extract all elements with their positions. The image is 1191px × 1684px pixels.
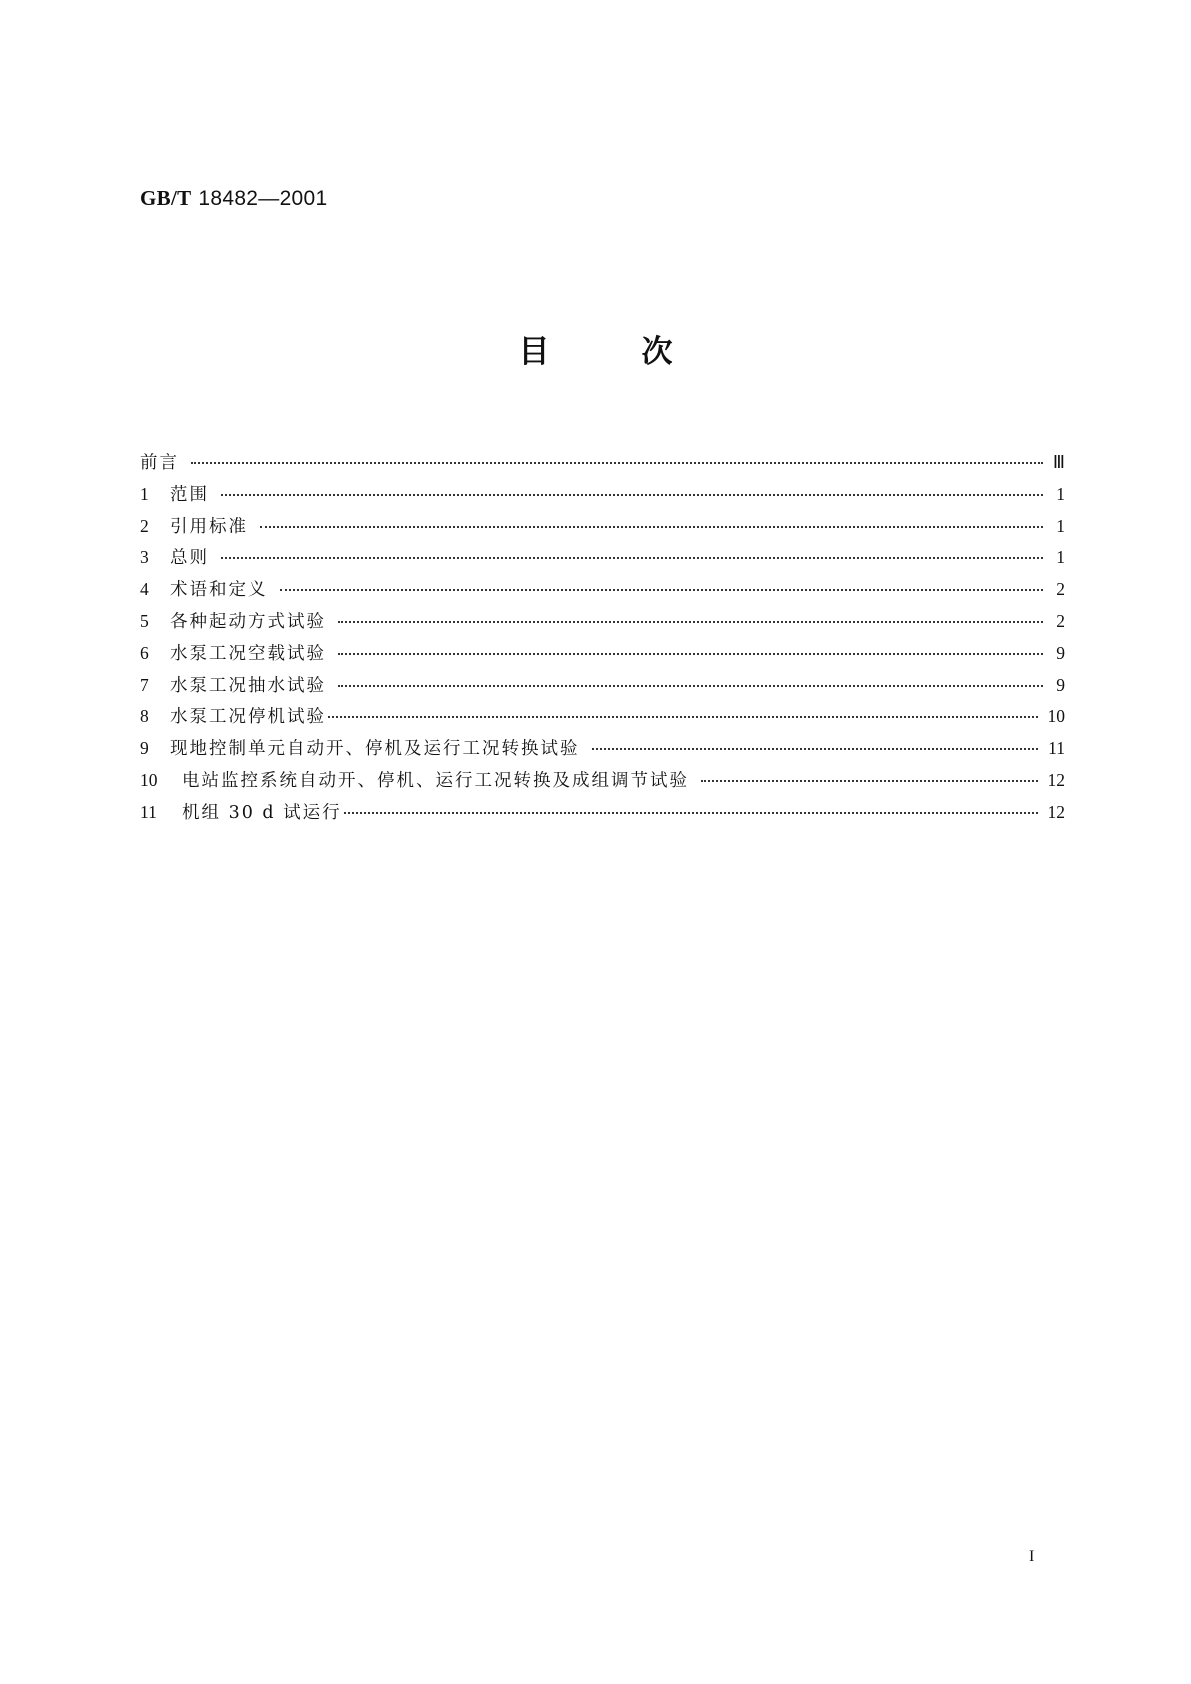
- toc-entry-page: 12: [1047, 801, 1065, 822]
- toc-entry-page: 2: [1056, 610, 1065, 631]
- toc-leader-dots: [221, 557, 1043, 559]
- toc-entry-label: 水泵工况抽水试验: [170, 675, 326, 696]
- toc-entry-6[interactable]: [140, 640, 1065, 672]
- toc-entry-label: 前言: [140, 453, 179, 473]
- toc-entry-5[interactable]: [140, 608, 1065, 640]
- toc-leader-dots: [328, 716, 1038, 718]
- toc-heading-left: 目: [518, 334, 550, 370]
- toc-entry-page: 12: [1047, 769, 1065, 790]
- toc-leader-dots: [344, 812, 1038, 814]
- toc-leader-dots: [701, 780, 1038, 782]
- toc-entry-2[interactable]: [140, 513, 1065, 545]
- toc-heading-right: 次: [641, 334, 673, 370]
- toc-entry-page: 1: [1056, 483, 1065, 504]
- toc-leader-dots: [338, 685, 1043, 687]
- standard-number: 18482—2001: [198, 187, 328, 210]
- toc-entry-1[interactable]: [140, 481, 1065, 513]
- toc-entry-label: 引用标准: [170, 516, 248, 537]
- toc-entry-8[interactable]: [140, 703, 1065, 735]
- toc-entry-number: 4: [140, 579, 149, 600]
- toc-entry-number: 8: [140, 706, 149, 727]
- toc-entry-number: 9: [140, 738, 149, 759]
- standard-prefix: GB/T: [140, 186, 192, 210]
- toc-entry-number: 6: [140, 642, 149, 663]
- toc-entry-number: 7: [140, 674, 149, 695]
- toc-leader-dots: [191, 462, 1043, 464]
- toc-entry-number: 11: [140, 801, 157, 822]
- toc-entry-page: Ⅲ: [1052, 452, 1065, 472]
- toc-leader-dots: [338, 621, 1043, 623]
- toc-entry-label: 机组 30 d 试运行: [182, 802, 342, 823]
- standard-code: [140, 186, 328, 211]
- toc-entry-3[interactable]: [140, 544, 1065, 576]
- toc-entry-number: 10: [140, 769, 158, 790]
- toc-entry-page: 2: [1056, 579, 1065, 600]
- toc-leader-dots: [592, 748, 1039, 750]
- toc-entry-label: 现地控制单元自动开、停机及运行工况转换试验: [170, 739, 580, 760]
- toc-entry-page: 10: [1047, 706, 1065, 727]
- toc-leader-dots: [260, 526, 1043, 528]
- toc-entry-number: 3: [140, 547, 149, 568]
- toc-entry-number: 1: [140, 483, 149, 504]
- toc-entry-label: 水泵工况空载试验: [170, 643, 326, 664]
- toc-leader-dots: [338, 653, 1043, 655]
- toc-entry-label: 范围: [170, 484, 209, 505]
- toc-entry-number: 2: [140, 515, 149, 536]
- toc-entry-11[interactable]: [140, 799, 1065, 831]
- toc-entry-page: 11: [1048, 738, 1065, 759]
- toc-leader-dots: [221, 494, 1043, 496]
- toc-entry-label: 总则: [170, 548, 209, 569]
- page-number: I: [1029, 1548, 1035, 1565]
- toc-entry-number: 5: [140, 610, 149, 631]
- toc-entry-page: 9: [1056, 674, 1065, 695]
- toc-entry-10[interactable]: [140, 767, 1065, 799]
- toc-entry-label: 水泵工况停机试验: [170, 707, 326, 728]
- toc-entry-9[interactable]: [140, 735, 1065, 767]
- toc-entry-page: 1: [1056, 515, 1065, 536]
- toc-entry-foreword[interactable]: [140, 449, 1065, 481]
- toc-entry-7[interactable]: [140, 672, 1065, 704]
- toc-entry-label: 电站监控系统自动开、停机、运行工况转换及成组调节试验: [182, 770, 689, 791]
- toc-entry-label: 各种起动方式试验: [170, 611, 326, 632]
- toc-list: [140, 449, 1065, 831]
- toc-heading: [0, 326, 1191, 371]
- toc-entry-page: 9: [1056, 642, 1065, 663]
- toc-entry-4[interactable]: [140, 576, 1065, 608]
- toc-leader-dots: [280, 589, 1044, 591]
- toc-entry-label: 术语和定义: [170, 580, 268, 601]
- toc-entry-page: 1: [1056, 547, 1065, 568]
